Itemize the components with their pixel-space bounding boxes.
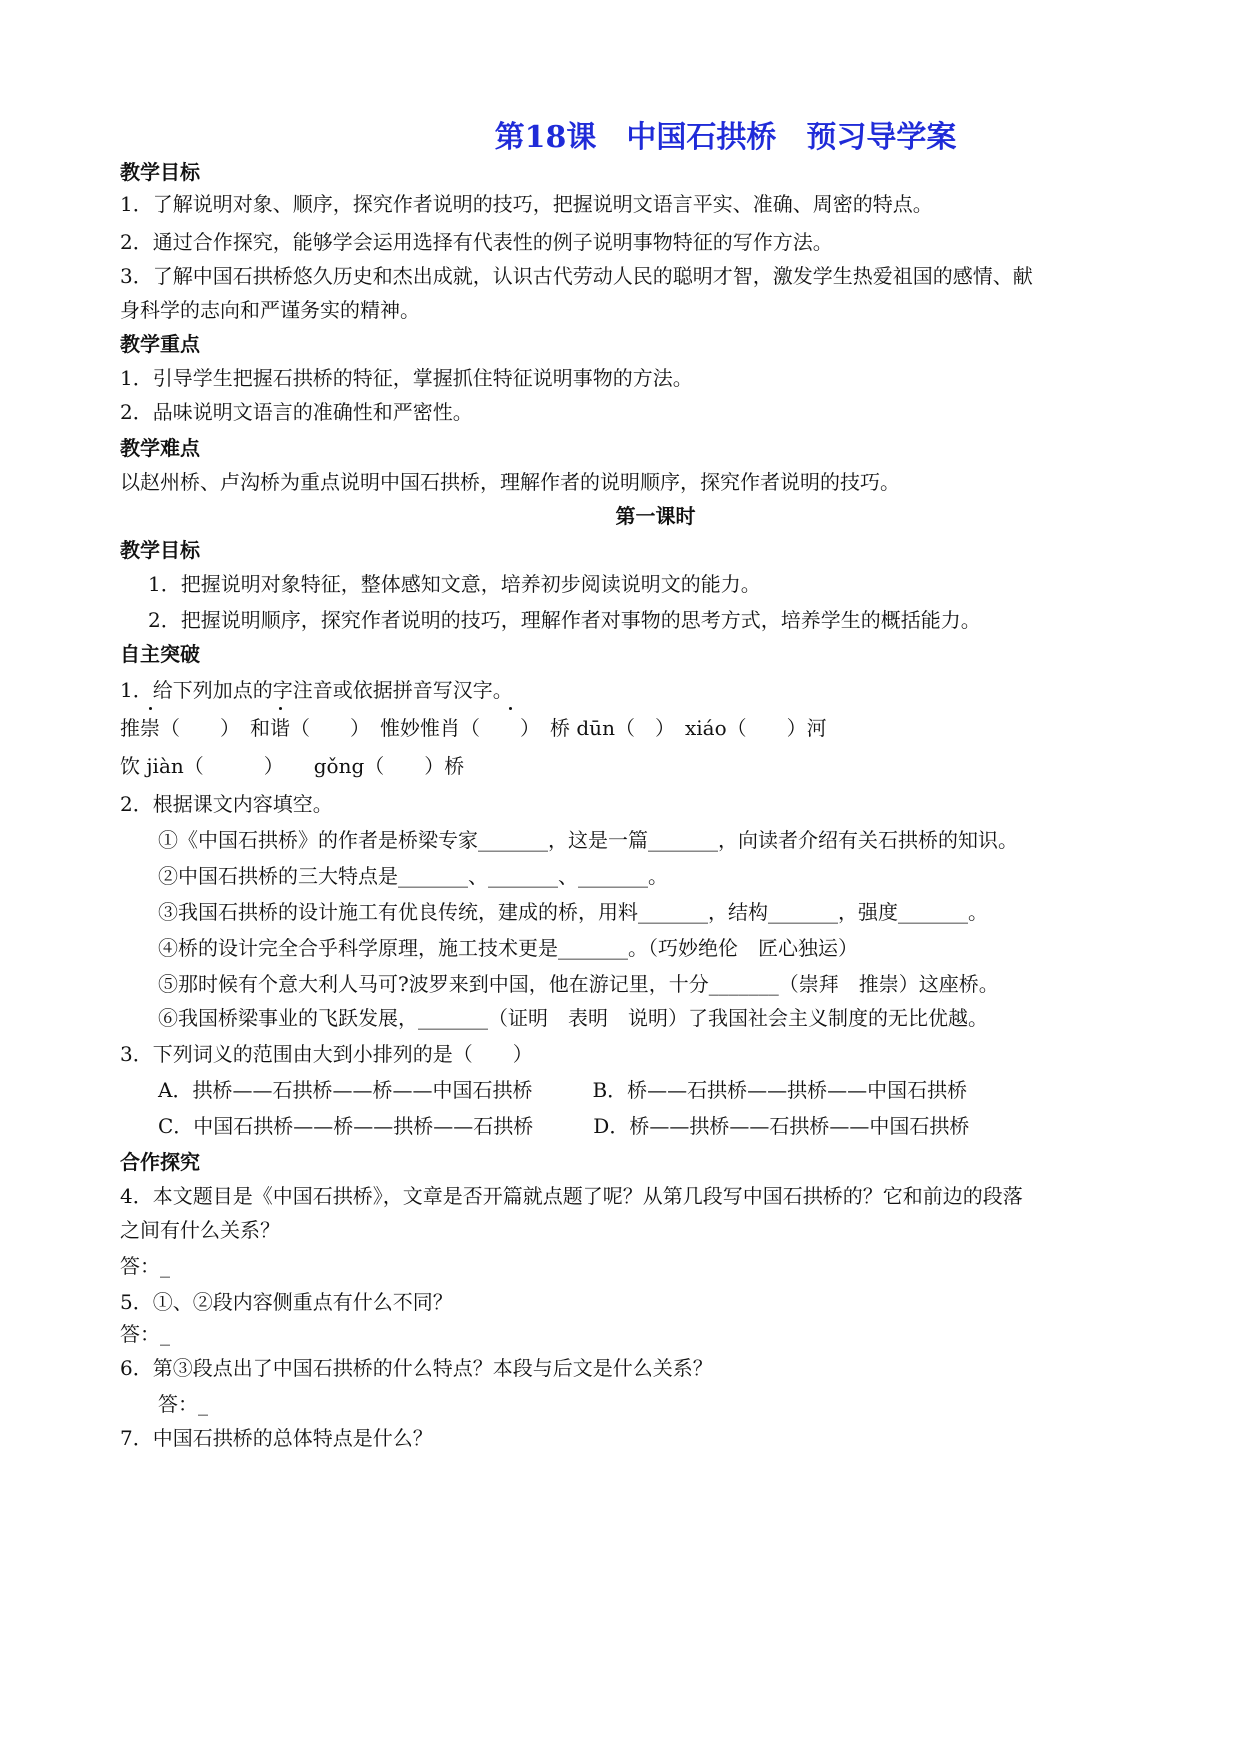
text-line: 答：_ <box>158 1392 208 1416</box>
text-line: 身科学的志向和严谨务实的精神。 <box>120 298 420 322</box>
text-line: 2．通过合作探究，能够学会运用选择有代表性的例子说明事物特征的写作方法。 <box>120 230 833 254</box>
text-line: 7．中国石拱桥的总体特点是什么？ <box>120 1426 433 1450</box>
text-line: ⑥我国桥梁事业的飞跃发展，_______（证明 表明 说明）了我国社会主义制度的无比优越。 <box>158 1006 988 1030</box>
text-line: 2．把握说明顺序，探究作者说明的技巧，理解作者对事物的思考方式，培养学生的概括能力。 <box>148 608 981 632</box>
text-line: 1．给下列加点的字注音或依据拼音写汉字。 <box>120 678 513 702</box>
text-line: A．拱桥——石拱桥——桥——中国石拱桥 B．桥——石拱桥——拱桥——中国石拱桥 <box>158 1078 968 1102</box>
text-line: 6．第③段点出了中国石拱桥的什么特点？本段与后文是什么关系？ <box>120 1356 713 1380</box>
text-line: ③我国石拱桥的设计施工有优良传统，建成的桥，用料_______，结构_______，强度_______。 <box>158 900 988 924</box>
section-heading: 教学难点 <box>120 436 200 460</box>
text-line: 推崇（ ） 和谐（ ） 惟妙惟肖（ ） 桥 dūn（ ） xiáo（ ）河 <box>120 716 827 740</box>
text-line: 1．把握说明对象特征，整体感知文意，培养初步阅读说明文的能力。 <box>148 572 761 596</box>
section-heading: 合作探究 <box>120 1150 200 1174</box>
text-line: 之间有什么关系？ <box>120 1218 280 1242</box>
page-title: 第18课 中国石拱桥 预习导学案 <box>494 120 957 155</box>
emphasized-char <box>500 714 520 742</box>
section-heading: 自主突破 <box>120 642 200 666</box>
text-line: 3．了解中国石拱桥悠久历史和杰出成就，认识古代劳动人民的聪明才智，激发学生热爱祖国的感情、献 <box>120 264 1033 288</box>
text-line: ①《中国石拱桥》的作者是桥梁专家_______，这是一篇_______，向读者介绍有关石拱桥的知识。 <box>158 828 1018 852</box>
text-line: ⑤那时候有个意大利人马可?波罗来到中国，他在游记里，十分_______（崇拜 推崇）这座桥。 <box>158 972 999 996</box>
text-line: 2．根据课文内容填空。 <box>120 792 333 816</box>
text-line: 饮 jiàn（ ） gǒng（ ）桥 <box>120 754 465 778</box>
text-line: ②中国石拱桥的三大特点是_______、_______、_______。 <box>158 864 668 888</box>
emphasized-char: 崇 <box>140 716 160 740</box>
text-line: ④桥的设计完全合乎科学原理，施工技术更是_______。（巧妙绝伦 匠心独运） <box>158 936 858 960</box>
text-line: 1．了解说明对象、顺序，探究作者说明的技巧，把握说明文语言平实、准确、周密的特点。 <box>120 192 933 216</box>
section-heading: 教学重点 <box>120 332 200 356</box>
text-line: 5．①、②段内容侧重点有什么不同？ <box>120 1290 453 1314</box>
section-heading: 教学目标 <box>120 160 200 184</box>
text-line: 以赵州桥、卢沟桥为重点说明中国石拱桥，理解作者的说明顺序，探究作者说明的技巧。 <box>120 470 900 494</box>
text-line: C．中国石拱桥——桥——拱桥——石拱桥 D．桥——拱桥——石拱桥——中国石拱桥 <box>158 1114 970 1138</box>
text-line: 答：_ <box>120 1254 170 1278</box>
lesson-subheading: 第一课时 <box>615 504 696 528</box>
text-line: 4．本文题目是《中国石拱桥》，文章是否开篇就点题了呢？从第几段写中国石拱桥的？它和前边的段落 <box>120 1184 1023 1208</box>
text-line: 2．品味说明文语言的准确性和严密性。 <box>120 400 473 424</box>
section-heading: 教学目标 <box>120 538 200 562</box>
text-line: 1．引导学生把握石拱桥的特征，掌握抓住特征说明事物的方法。 <box>120 366 693 390</box>
text-line: 答：_ <box>120 1322 170 1346</box>
text-line: 3．下列词义的范围由大到小排列的是（ ） <box>120 1042 533 1066</box>
emphasized-char: 谐 <box>270 716 290 740</box>
